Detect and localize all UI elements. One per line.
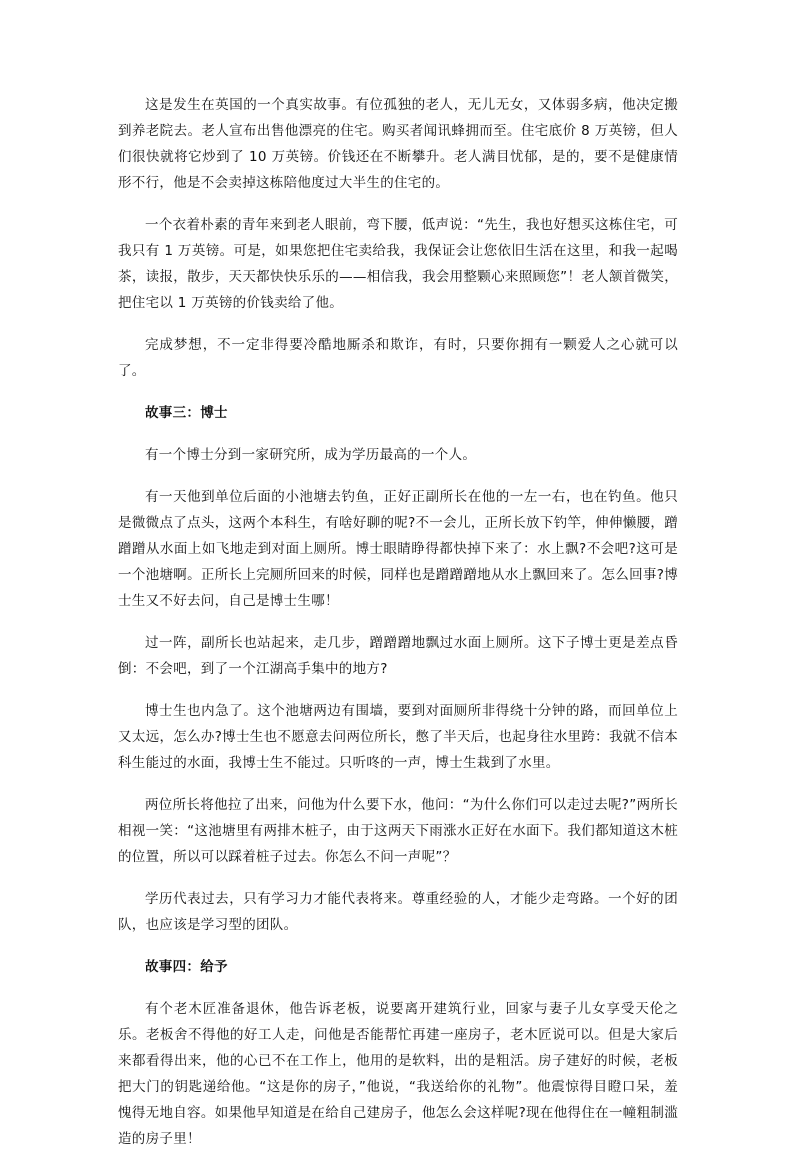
paragraph-fishing: 有一天他到单位后面的小池塘去钓鱼，正好正副所长在他的一左一右，也在钓鱼。他只是微微点了点头，这两个本科生，有啥好聊的呢?不一会儿，正所长放下钓竿，伸伸懒腰，蹭蹭蹭从水面上如飞地走到对面上厕所。博士眼睛睁得都快掉下来了：水上飘?不会吧?这可是一个池塘啊。正所长上完厕所回来的时候，同样也是蹭蹭蹭地从水上飘回来了。怎么回事?博士生又不好去问，自己是博士生哪！ [118,489,678,609]
paragraph-wooden-stakes: 两位所长将他拉了出来，问他为什么要下水，他问：“为什么你们可以走过去呢?”两所长相视一笑：“这池塘里有两排木桩子，由于这两天下雨涨水正好在水面下。我们都知道这木桩的位置，所以可以踩着桩子过去。你怎么不问一声呢”？ [118,797,678,865]
paragraph-young-man-offer: 一个衣着朴素的青年来到老人眼前，弯下腰，低声说：“先生，我也好想买这栋住宅，可我只有 1 万英镑。可是，如果您把住宅卖给我，我保证会让您依旧生活在这里，和我一起喝茶，读报，散步，天天都快快乐乐的——相信我，我会用整颗心来照顾您”！老人颔首微笑，把住宅以 1 万英镑的价钱卖给了他。 [118,217,678,311]
paragraph-moral-learning: 学历代表过去，只有学习力才能代表将来。尊重经验的人，才能少走弯路。一个好的团队，也应该是学习型的团队。 [118,891,678,933]
heading-story-three: 故事三：博士 [145,405,228,421]
paragraph-carpenter: 有个老木匠准备退休，他告诉老板，说要离开建筑行业，回家与妻子儿女享受天伦之乐。老板舍不得他的好工人走，问他是否能帮忙再建一座房子，老木匠说可以。但是大家后来都看得出来，他的心已不在工作上，他用的是软料，出的是粗活。房子建好的时候，老板把大门的钥匙递给他。“这是你的房子，”他说，“我送给你的礼物”。他震惊得目瞪口呆，羞愧得无地自容。如果他早知道是在给自己建房子，他怎么会这样呢?现在他得住在一幢粗制滥造的房子里！ [118,1001,678,1147]
paragraph-doctor-falls: 博士生也内急了。这个池塘两边有围墙，要到对面厕所非得绕十分钟的路，而回单位上又太远，怎么办?博士生也不愿意去问两位所长，憋了半天后，也起身往水里跨：我就不信本科生能过的水面，我博士生不能过。只听咚的一声，博士生栽到了水里。 [118,703,678,771]
paragraph-deputy-director: 过一阵，副所长也站起来，走几步，蹭蹭蹭地飘过水面上厕所。这下子博士更是差点昏倒：不会吧，到了一个江湖高手集中的地方? [118,635,678,677]
paragraph-moral-dream: 完成梦想，不一定非得要冷酷地厮杀和欺诈，有时，只要你拥有一颗爱人之心就可以了。 [118,337,678,379]
heading-story-four: 故事四：给予 [145,959,228,975]
paragraph-doctor-intro: 有一个博士分到一家研究所，成为学历最高的一个人。 [145,447,477,463]
document-page [118,92,678,1168]
paragraph-old-man-house: 这是发生在英国的一个真实故事。有位孤独的老人，无儿无女，又体弱多病，他决定搬到养老院去。老人宣布出售他漂亮的住宅。购买者闻讯蜂拥而至。住宅底价 8 万英镑，但人们很快就将它炒到了 10 万英镑。价钱还在不断攀升。老人满目忧郁，是的，要不是健康情形不行，他是不会卖掉这栋陪他度过大半生的住宅的。 [118,97,678,191]
